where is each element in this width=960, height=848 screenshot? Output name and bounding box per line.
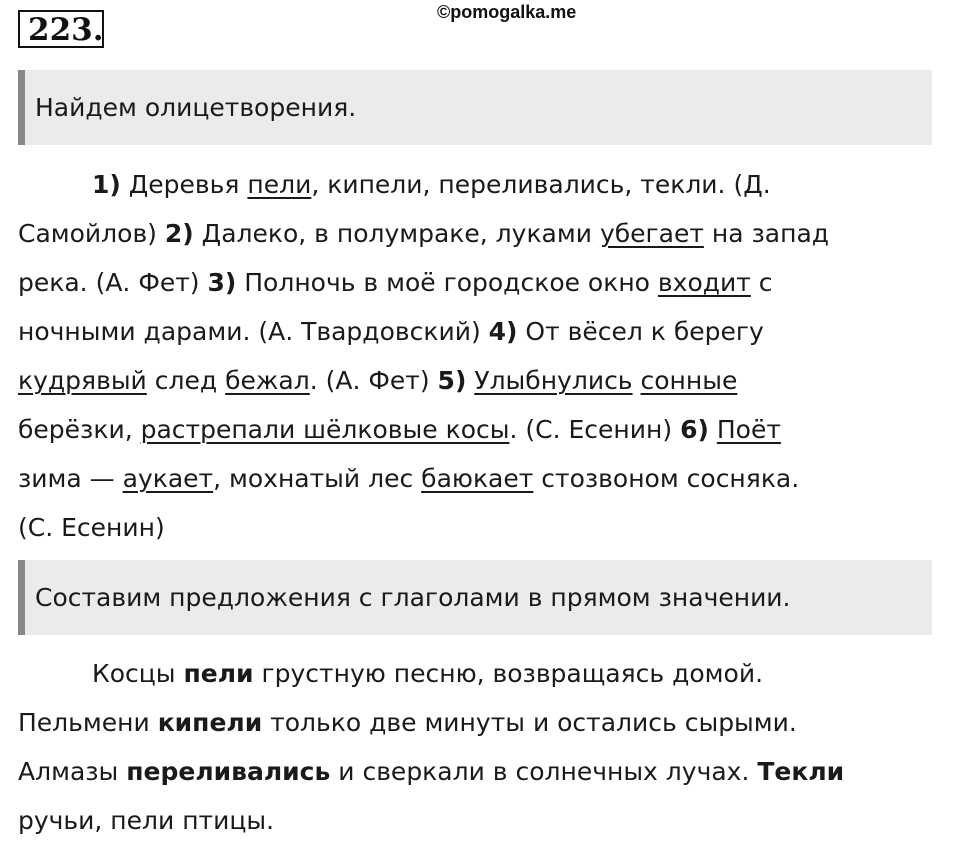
text-run: (С. Есенин) xyxy=(18,513,165,542)
underlined-word: кудрявый xyxy=(18,366,147,395)
text-line xyxy=(18,698,938,747)
text-line xyxy=(18,356,938,405)
answer-paragraph-personification xyxy=(18,160,938,552)
underlined-word: пели xyxy=(247,170,312,199)
bold-verb: переливались xyxy=(126,757,331,786)
item-number: 3) xyxy=(207,268,237,297)
text-run: От вёсел к берегу xyxy=(517,317,764,346)
item-number: 2) xyxy=(164,219,194,248)
item-number: 1) xyxy=(92,170,121,199)
bold-verb: пели xyxy=(183,659,254,688)
underlined-word: убегает xyxy=(599,219,704,248)
text-run: с xyxy=(750,268,773,297)
text-run: Деревья xyxy=(120,170,248,199)
text-run: Алмазы xyxy=(18,757,127,786)
item-number: 5) xyxy=(437,366,467,395)
underlined-word: Поёт xyxy=(716,415,781,444)
text-run: стозвоном сосняка. xyxy=(533,464,800,493)
text-run: Самойлов) xyxy=(18,219,165,248)
text-run: . (А. Фет) xyxy=(309,366,438,395)
exercise-number: 223. xyxy=(18,10,104,48)
text-line xyxy=(18,649,938,698)
text-run: Косцы xyxy=(92,659,184,688)
text-run xyxy=(709,415,717,444)
text-line xyxy=(18,503,938,552)
text-run: . (С. Есенин) xyxy=(509,415,681,444)
text-run: , мохнатый лес xyxy=(213,464,422,493)
bold-verb: кипели xyxy=(157,708,263,737)
text-line xyxy=(18,747,938,796)
text-run: Далеко, в полумраке, луками xyxy=(193,219,600,248)
text-run: и сверкали в солнечных лучах. xyxy=(330,757,758,786)
watermark: ©pomogalka.me xyxy=(437,2,577,22)
underlined-word: входит xyxy=(657,268,751,297)
text-run: след xyxy=(146,366,226,395)
section-title: Составим предложения с глаголами в прямом значении. xyxy=(35,583,791,612)
underlined-word: Улыбнулись xyxy=(474,366,633,395)
text-line xyxy=(18,796,938,845)
text-run: берёзки, xyxy=(18,415,141,444)
text-line xyxy=(18,209,938,258)
underlined-word: бежал xyxy=(225,366,310,395)
item-number: 6) xyxy=(680,415,709,444)
text-run: ручьи, пели птицы. xyxy=(18,806,275,835)
answer-paragraph-sentences xyxy=(18,649,938,845)
underlined-phrase: растрепали шёлковые косы xyxy=(140,415,510,444)
underlined-word: баюкает xyxy=(421,464,534,493)
text-run xyxy=(633,366,641,395)
section-title: Найдем олицетворения. xyxy=(35,93,357,122)
text-run: только две минуты и остались сырыми. xyxy=(262,708,797,737)
text-run: зима — xyxy=(18,464,123,493)
text-line xyxy=(18,258,938,307)
text-run: , кипели, переливались, текли. (Д. xyxy=(311,170,771,199)
text-line xyxy=(18,454,938,503)
text-run: на запад xyxy=(703,219,830,248)
text-run: Полночь в моё городское окно xyxy=(236,268,658,297)
item-number: 4) xyxy=(488,317,518,346)
section-heading-personification xyxy=(18,70,932,145)
text-run: ночными дарами. (А. Твардовский) xyxy=(18,317,489,346)
section-heading-literal-meaning xyxy=(18,560,932,635)
text-line xyxy=(18,405,938,454)
underlined-word: сонные xyxy=(640,366,738,395)
bold-verb: Текли xyxy=(757,757,845,786)
text-line xyxy=(18,307,938,356)
underlined-word: аукает xyxy=(122,464,214,493)
text-run: река. (А. Фет) xyxy=(18,268,208,297)
text-run: грустную песню, возвращаясь домой. xyxy=(253,659,764,688)
text-line xyxy=(18,160,938,209)
text-run: Пельмени xyxy=(18,708,158,737)
